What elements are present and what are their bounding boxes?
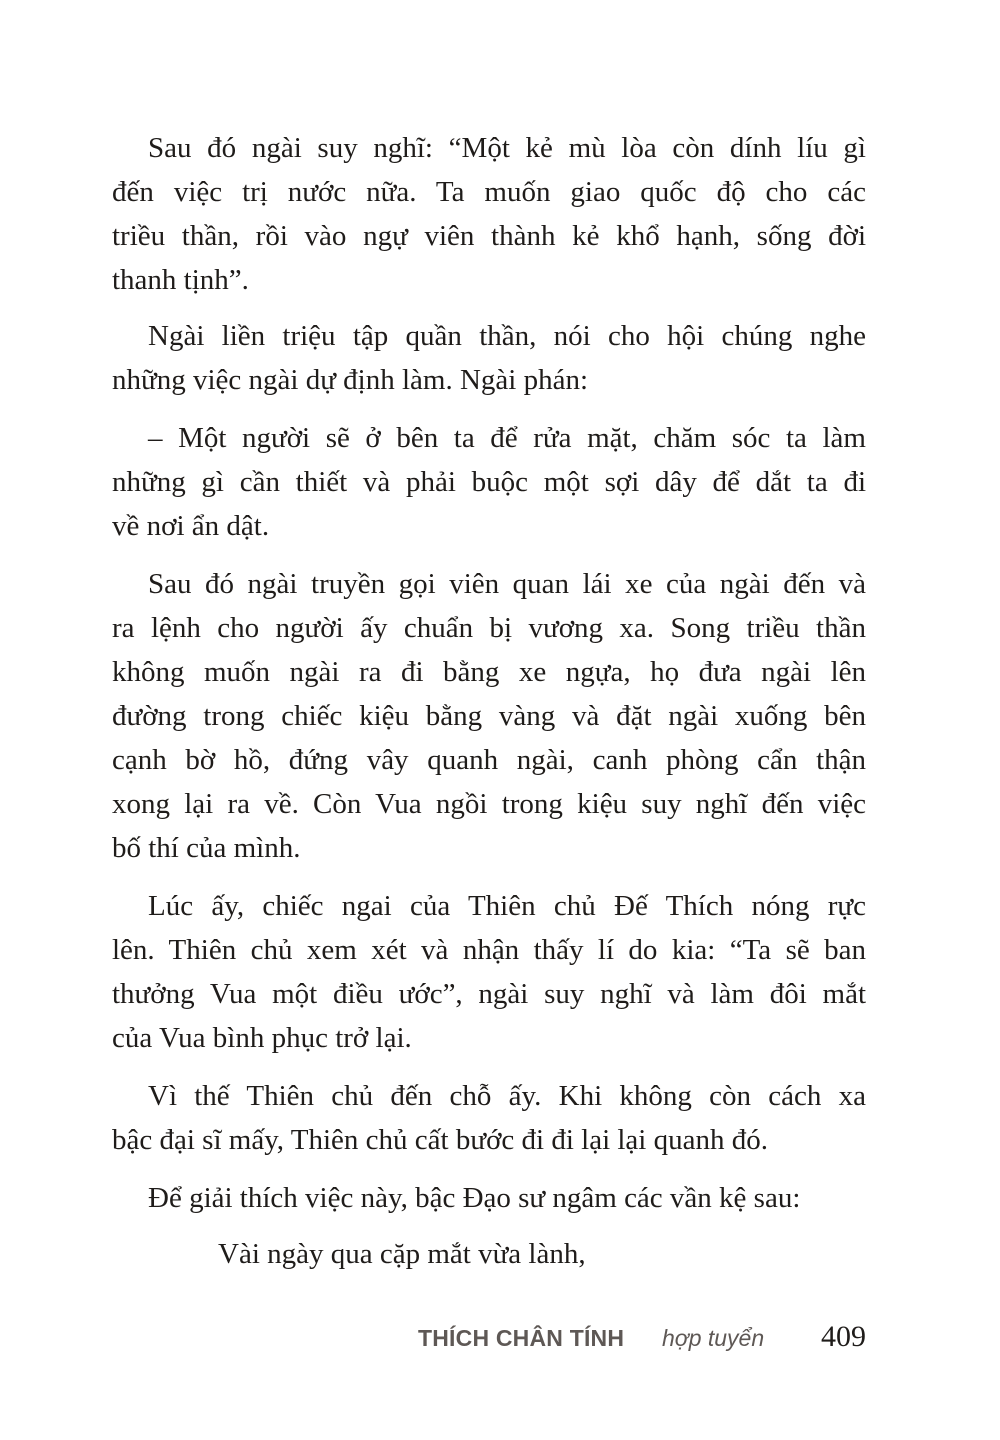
- text-line: bố thí của mình.: [112, 832, 301, 864]
- paragraph-7: [112, 1176, 866, 1220]
- text-line: Sau đó ngài truyền gọi viên quan lái xe của ngài đến và: [148, 568, 866, 600]
- paragraph-3: [112, 416, 866, 548]
- paragraph-1: [112, 126, 866, 302]
- paragraph-2: [112, 314, 866, 402]
- text-line: Lúc ấy, chiếc ngai của Thiên chủ Đế Thích nóng rực: [148, 890, 866, 922]
- text-line: không muốn ngài ra đi bằng xe ngựa, họ đưa ngài lên: [112, 656, 866, 688]
- verse-stanza: [218, 1232, 586, 1276]
- text-line: Sau đó ngài suy nghĩ: “Một kẻ mù lòa còn dính líu gì: [148, 132, 866, 164]
- text-line: thưởng Vua một điều ước”, ngài suy nghĩ và làm đôi mắt: [112, 978, 866, 1010]
- text-line: Để giải thích việc này, bậc Đạo sư ngâm các vần kệ sau:: [148, 1182, 801, 1214]
- text-line: những việc ngài dự định làm. Ngài phán:: [112, 364, 589, 396]
- verse-line: Vài ngày qua cặp mắt vừa lành,: [218, 1238, 586, 1270]
- text-line: xong lại ra về. Còn Vua ngồi trong kiệu suy nghĩ đến việc: [112, 788, 866, 820]
- text-line: lên. Thiên chủ xem xét và nhận thấy lí do kia: “Ta sẽ ban: [112, 934, 866, 966]
- paragraph-6: [112, 1074, 866, 1162]
- text-line: ra lệnh cho người ấy chuẩn bị vương xa. Song triều thần: [112, 612, 866, 644]
- footer-author: THÍCH CHÂN TÍNH: [418, 1325, 625, 1351]
- text-line: của Vua bình phục trở lại.: [112, 1022, 412, 1054]
- page-number: 409: [821, 1320, 866, 1353]
- text-line: đến việc trị nước nữa. Ta muốn giao quốc độ cho các: [112, 176, 866, 208]
- text-line: những gì cần thiết và phải buộc một sợi dây để dắt ta đi: [112, 466, 866, 498]
- text-line: triều thần, rồi vào ngự viên thành kẻ khổ hạnh, sống đời: [112, 220, 866, 252]
- text-line: Vì thế Thiên chủ đến chỗ ấy. Khi không còn cách xa: [148, 1080, 866, 1112]
- text-line: về nơi ẩn dật.: [112, 510, 270, 542]
- text-line: bậc đại sĩ mấy, Thiên chủ cất bước đi đi lại lại quanh đó.: [112, 1124, 768, 1156]
- footer-series-title: hợp tuyển: [662, 1325, 765, 1351]
- page-footer: [418, 1320, 866, 1360]
- paragraph-5: [112, 884, 866, 1060]
- text-line: cạnh bờ hồ, đứng vây quanh ngài, canh phòng cẩn thận: [112, 744, 866, 776]
- paragraph-4: [112, 562, 866, 870]
- text-line: Ngài liền triệu tập quần thần, nói cho hội chúng nghe: [148, 320, 866, 352]
- text-line: – Một người sẽ ở bên ta để rửa mặt, chăm sóc ta làm: [148, 422, 866, 454]
- text-line: đường trong chiếc kiệu bằng vàng và đặt ngài xuống bên: [112, 700, 866, 732]
- text-line: thanh tịnh”.: [112, 264, 249, 296]
